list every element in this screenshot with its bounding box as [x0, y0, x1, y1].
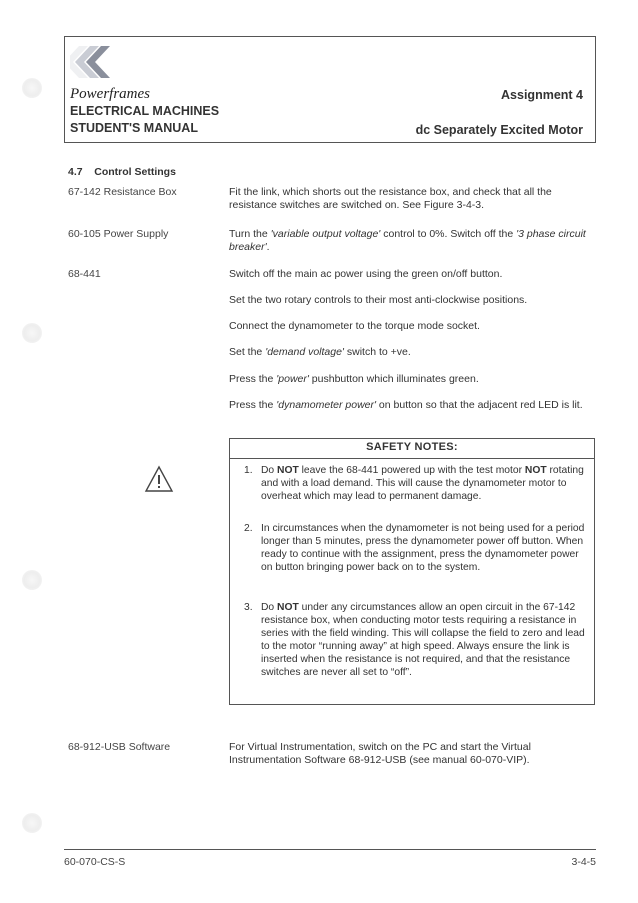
assignment-subtitle: dc Separately Excited Motor: [415, 123, 583, 137]
row-label: 60-105 Power Supply: [68, 228, 169, 240]
row-label: 67-142 Resistance Box: [68, 186, 177, 198]
instruction-text: For Virtual Instrumentation, switch on the PC and start the Virtual Instrumentation Software 68-912-USB (see manual 60-070-VIP).: [229, 741, 531, 766]
binder-hole: [22, 813, 42, 833]
document-code: 60-070-CS-S: [64, 856, 126, 868]
page-header: [64, 36, 596, 143]
safety-note: 1. Do NOT leave the 68-441 powered up with the test motor NOT rotating and with a load demand. This will cause the dynamometer motor to overheat which may lead to permanent damage.: [244, 465, 584, 502]
assignment-title: Assignment 4: [501, 88, 583, 102]
safety-notes-box: [229, 438, 595, 705]
row-label: 68-441: [68, 268, 101, 280]
instruction-text: Connect the dynamometer to the torque mode socket.: [229, 320, 480, 332]
footer-divider: [64, 849, 596, 850]
instruction-text: Press the 'power' pushbutton which illuminates green.: [229, 373, 479, 385]
safety-title: SAFETY NOTES:: [366, 441, 458, 453]
binder-hole: [22, 323, 42, 343]
manual-series: ELECTRICAL MACHINES: [70, 104, 220, 118]
brand-name: Powerframes: [70, 86, 150, 102]
manual-type: STUDENT'S MANUAL: [70, 121, 198, 135]
divider: [230, 458, 594, 459]
page-number: 3-4-5: [571, 856, 596, 868]
row-label: 68-912-USB Software: [68, 741, 171, 753]
warning-triangle-icon: [144, 465, 174, 493]
instruction-text: Set the two rotary controls to their most anti-clockwise positions.: [229, 294, 528, 306]
binder-hole: [22, 570, 42, 590]
instruction-text: Set the 'demand voltage' switch to +ve.: [229, 346, 411, 358]
instruction-text: Fit the link, which shorts out the resistance box, and check that all the resistance switches are switched on. See Figure 3-4-3.: [229, 186, 552, 211]
safety-note: 2. In circumstances when the dynamometer is not being used for a period longer than 5 minutes, press the dynamometer power off button. When ready to continue with the assignment, press the dynamometer power on button bringing power back on to the system.: [244, 523, 585, 573]
double-chevron-left-icon: [70, 45, 110, 79]
binder-hole: [22, 78, 42, 98]
instruction-text: Press the 'dynamometer power' on button so that the adjacent red LED is lit.: [229, 399, 583, 411]
section-title: 4.7 Control Settings: [68, 166, 176, 178]
instruction-text: Switch off the main ac power using the green on/off button.: [229, 268, 503, 280]
instruction-text: Turn the 'variable output voltage' control to 0%. Switch off the '3 phase circuit breaker'.: [229, 228, 586, 253]
safety-note: 3. Do NOT under any circumstances allow an open circuit in the 67-142 resistance box, when conducting motor tests requiring a resistance in series with the field winding. This will collapse the field to zero and lead to the motor “running away” at high speed. Always ensure the link is inserted when the resistance is not required, and that the resistance switches are never all set to “off”.: [244, 602, 585, 678]
